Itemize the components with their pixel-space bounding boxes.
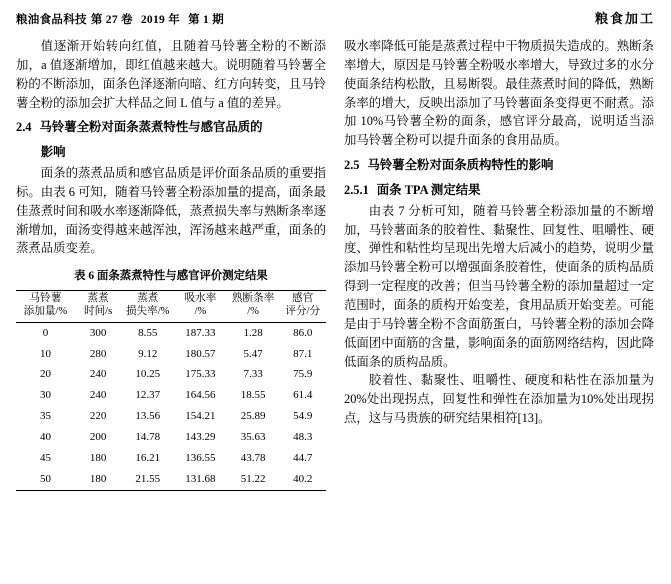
cell-sensory-score: 44.7 <box>293 452 313 465</box>
table-row <box>16 469 326 490</box>
col-header-line-1: 蒸煮 <box>137 293 159 305</box>
section-title: 粮食加工 <box>594 11 655 26</box>
col-header-line-2: 损失率/% <box>125 306 170 318</box>
running-head-left <box>16 11 228 27</box>
cell-break-rate: 25.89 <box>240 410 266 423</box>
paragraph-cooking-quality: 面条的蒸煮品质和感官品质是评价面条品质的重要指标。由表 6 可知，随着马铃薯全粉添加量的提高，面条最佳蒸煮时间和吸水率逐渐降低，蒸煮损失率与熟断条率逐渐增加，面汤变得越来越浑浊，浑汤越来越严重，面条的蒸煮品质变差。 <box>16 166 326 256</box>
table-row <box>16 406 326 427</box>
table-row <box>16 448 326 469</box>
cell-cooking-loss: 14.78 <box>135 431 161 444</box>
cell-break-rate: 18.55 <box>240 389 266 402</box>
heading-2-5-1-title: 面条 TPA 测定结果 <box>376 182 481 197</box>
col-header-line-1: 蒸煮 <box>87 293 109 305</box>
cell-potato-amount: 10 <box>39 347 51 360</box>
heading-2-5-1-number: 2.5.1 <box>344 182 369 197</box>
left-column <box>16 37 326 491</box>
cell-cooking-time: 300 <box>89 326 107 339</box>
cell-cooking-loss: 8.55 <box>138 326 158 339</box>
cell-sensory-score: 48.3 <box>293 431 313 444</box>
cell-cooking-time: 200 <box>89 431 107 444</box>
paragraph-water-absorption: 吸水率降低可能是蒸煮过程中干物质损失造成的。熟断条率增大，原因是马铃薯全粉吸水率增大，导致过多的水分使面条结构松散，且易断裂。最佳蒸煮时间的降低，熟断条率的增大，反映出添加了马铃薯面条变得更不耐煮。添加 10%马铃薯全粉的面条，感官评分最高，说明适当添加马铃薯全粉可以提升面条的食用品质。 <box>344 39 654 148</box>
col-header-line-2: /% <box>247 306 259 318</box>
cell-sensory-score: 40.2 <box>293 473 313 486</box>
heading-2-4-title-cont: 影响 <box>40 145 66 160</box>
cell-potato-amount: 50 <box>39 473 51 486</box>
table-6-grid <box>16 290 326 491</box>
col-header-cooking-loss <box>121 290 174 322</box>
table-row <box>16 364 326 385</box>
body-columns <box>16 37 655 491</box>
journal-name: 粮油食品科技 <box>16 14 87 26</box>
cell-break-rate: 5.47 <box>243 347 263 360</box>
cell-potato-amount: 40 <box>39 431 51 444</box>
cell-water-absorption: 187.33 <box>185 326 216 339</box>
col-header-line-2: 时间/s <box>84 306 113 318</box>
col-header-sensory-score <box>279 290 326 322</box>
running-head <box>16 8 655 31</box>
cell-break-rate: 7.33 <box>243 368 263 381</box>
col-header-water-absorption <box>174 290 227 322</box>
cell-cooking-time: 240 <box>89 389 107 402</box>
col-header-line-2: 评分/分 <box>285 306 321 318</box>
table-6 <box>16 268 326 491</box>
col-header-line-1: 熟断条率 <box>231 293 275 305</box>
cell-cooking-time: 180 <box>89 452 107 465</box>
cell-cooking-loss: 10.25 <box>135 368 161 381</box>
heading-2-5-number: 2.5 <box>344 158 360 173</box>
cell-water-absorption: 154.21 <box>185 410 216 423</box>
cell-water-absorption: 131.68 <box>185 473 216 486</box>
cell-break-rate: 51.22 <box>240 473 266 486</box>
cell-sensory-score: 61.4 <box>293 389 313 402</box>
cell-cooking-loss: 21.55 <box>135 473 161 486</box>
cell-potato-amount: 35 <box>39 410 51 423</box>
table-row <box>16 427 326 448</box>
col-header-line-1: 吸水率 <box>184 293 217 305</box>
table-6-caption: 表 6 面条蒸煮特性与感官评价测定结果 <box>74 270 268 283</box>
cell-cooking-loss: 13.56 <box>135 410 161 423</box>
cell-sensory-score: 75.9 <box>293 368 313 381</box>
cell-cooking-loss: 16.21 <box>135 452 161 465</box>
col-header-line-1: 感官 <box>292 293 314 305</box>
cell-break-rate: 1.28 <box>243 326 263 339</box>
table-row <box>16 322 326 343</box>
heading-2-5-title: 马铃薯全粉对面条质构特性的影响 <box>367 158 554 173</box>
cell-potato-amount: 30 <box>39 389 51 402</box>
table-6-body <box>16 322 326 490</box>
cell-cooking-loss: 12.37 <box>135 389 161 402</box>
cell-cooking-loss: 9.12 <box>138 347 158 360</box>
cell-cooking-time: 280 <box>89 347 107 360</box>
heading-2-4-title: 马铃薯全粉对面条蒸煮特性与感官品质的 <box>39 120 263 135</box>
right-column <box>344 37 654 491</box>
table-6-head <box>16 290 326 322</box>
cell-water-absorption: 164.56 <box>185 389 216 402</box>
cell-cooking-time: 240 <box>89 368 107 381</box>
table-header-row <box>16 290 326 322</box>
heading-2-4-number: 2.4 <box>16 120 32 135</box>
cell-cooking-time: 220 <box>89 410 107 423</box>
col-header-line-2: /% <box>194 306 207 318</box>
cell-sensory-score: 86.0 <box>293 326 313 339</box>
cell-break-rate: 43.78 <box>240 452 266 465</box>
heading-2-5-1 <box>344 181 654 200</box>
cell-potato-amount: 20 <box>39 368 51 381</box>
cell-sensory-score: 54.9 <box>293 410 313 423</box>
col-header-cooking-time <box>75 290 122 322</box>
paragraph-tpa-results: 由表 7 分析可知，随着马铃薯全粉添加量的不断增加，马铃薯面条的胶着性、黏聚性、回复性、咀嚼性、硬度、弹性和粘性均呈现出先增大后减小的趋势，说明少量添加马铃薯全粉可以增强面条胶着性，使面条的质构品质得到一定程度的改善；但当马铃薯全粉的添加量超过一定范围时，面条的质构开始变差，食用品质开始变差。可能是由于马铃薯全粉不含面筋蛋白，马铃薯全粉的添加会降低面团中面筋的含量，影响面条的面筋网络结构，因此降低面条的质构品质。 <box>344 203 654 369</box>
cell-cooking-time: 180 <box>89 473 107 486</box>
table-row <box>16 385 326 406</box>
cell-water-absorption: 180.57 <box>185 347 216 360</box>
col-header-break-rate <box>227 290 280 322</box>
cell-water-absorption: 143.29 <box>185 431 216 444</box>
cell-potato-amount: 0 <box>42 326 49 339</box>
issue: 第 1 期 <box>188 14 225 26</box>
col-header-line-2: 添加量/% <box>23 306 68 318</box>
cell-break-rate: 35.63 <box>240 431 266 444</box>
cell-sensory-score: 87.1 <box>293 347 313 360</box>
col-header-potato-amount <box>16 290 75 322</box>
cell-water-absorption: 175.33 <box>185 368 216 381</box>
volume: 第 27 卷 <box>90 14 133 26</box>
table-row <box>16 343 326 364</box>
cell-water-absorption: 136.55 <box>185 452 216 465</box>
col-header-line-1: 马铃薯 <box>29 293 62 305</box>
paragraph-color-discussion: 值逐渐开始转向红值，且随着马铃薯全粉的不断添加，a 值逐渐增加，即红值越来越大。说明随着马铃薯全粉的不断添加，面条色泽逐渐向暗、红方向转变，且马铃薯全粉的添加会扩大样品之间 L 值与 a 值的差异。 <box>16 39 326 110</box>
heading-2-5 <box>344 156 654 175</box>
cell-potato-amount: 45 <box>39 452 51 465</box>
year: 2019 年 <box>140 14 181 26</box>
paragraph-inflection-points: 胶着性、黏聚性、咀嚼性、硬度和粘性在添加量为20%处出现拐点，回复性和弹性在添加量为10%处出现拐点，这与马贵族的研究结果相符[13]。 <box>344 373 654 426</box>
heading-2-4 <box>16 118 326 137</box>
